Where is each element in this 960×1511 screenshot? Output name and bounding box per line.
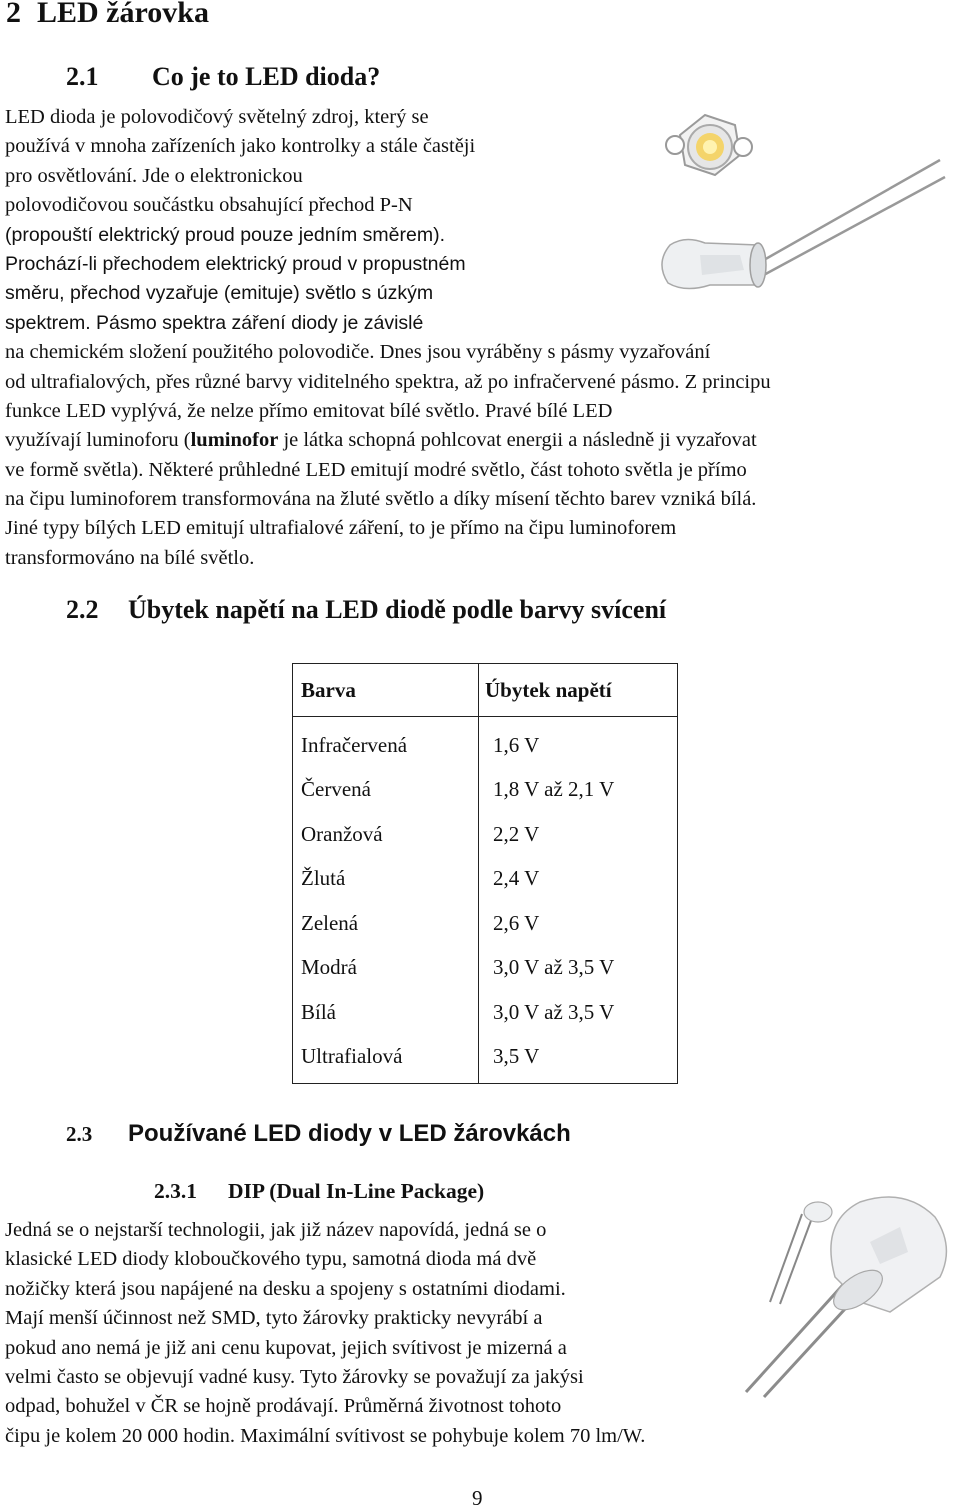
text-line: na čipu luminoforem transformována na žluté světlo a díky mísení těchto barev vzniká bílá.	[5, 488, 757, 511]
section-heading-2-2	[66, 595, 666, 625]
voltage-drop-table	[292, 663, 678, 1084]
table-row	[293, 946, 678, 991]
text-fragment: využívají luminoforu (	[5, 429, 191, 452]
section-number: 2.2	[66, 595, 99, 624]
table-cell: Žlutá	[293, 857, 479, 902]
section-number: 2.3	[66, 1122, 93, 1146]
table-row	[293, 768, 678, 813]
table-cell: Ultrafialová	[293, 1035, 479, 1084]
table-cell: Infračervená	[293, 717, 479, 768]
page-number: 9	[472, 1486, 483, 1510]
text-line: funkce LED vyplývá, že nelze přímo emitovat bílé světlo. Pravé bílé LED	[5, 399, 613, 422]
table-cell: 2,6 V	[479, 901, 678, 946]
table-cell: Červená	[293, 768, 479, 813]
text-line: odpad, bohužel v ČR se hojně prodávají. Průměrná životnost tohoto	[5, 1395, 562, 1418]
subsection-heading-2-3-1	[154, 1179, 484, 1204]
intro-paragraph	[5, 103, 771, 573]
dip-led-picture	[746, 1197, 946, 1397]
table-row	[293, 857, 678, 902]
table-header-cell: Úbytek napětí	[479, 664, 678, 717]
text-line: velmi často se objevují vadné kusy. Tyto žárovky se považují za jakýsi	[5, 1365, 584, 1388]
text-line: Mají menší účinnost než SMD, tyto žárovky prakticky nevyrábí a	[5, 1307, 543, 1330]
subsection-title: DIP (Dual In-Line Package)	[228, 1179, 485, 1203]
chapter-heading	[6, 0, 209, 30]
text-line: Jiné typy bílých LED emitují ultrafialové záření, to je přímo na čipu luminoforem	[5, 517, 677, 540]
text-line: pokud ano nemá je již ani cenu kupovat, jejich svítivost je mizerná a	[5, 1336, 567, 1359]
dip-led-image	[740, 1182, 960, 1402]
table-header-row	[293, 664, 678, 717]
table-cell: 3,5 V	[479, 1035, 678, 1084]
table-header-cell: Barva	[293, 664, 479, 717]
table-cell: Zelená	[293, 901, 479, 946]
section-number: 2.1	[66, 62, 99, 91]
chapter-number: 2	[6, 0, 21, 29]
text-line: na chemickém složení použitého polovodiče. Dnes jsou vyráběny s pásmy vyzařování	[5, 341, 711, 364]
table-cell: Bílá	[293, 990, 479, 1035]
text-line: transformováno na bílé světlo.	[5, 546, 255, 569]
text-line	[5, 426, 771, 455]
table-cell: Modrá	[293, 946, 479, 991]
section-title: Úbytek napětí na LED diodě podle barvy svícení	[128, 595, 667, 624]
section-title: Co je to LED dioda?	[152, 62, 381, 91]
text-line: Jedná se o nejstarší technologii, jak již název napovídá, jedná se o	[5, 1219, 547, 1241]
table-cell: 1,8 V až 2,1 V	[479, 768, 678, 813]
chapter-title: LED žárovka	[37, 0, 209, 29]
table-cell: 2,4 V	[479, 857, 678, 902]
table-row	[293, 1035, 678, 1084]
dip-paragraph	[5, 1216, 645, 1451]
text-line: (propouští elektrický proud pouze jedním směrem).	[5, 223, 446, 246]
table-cell: 2,2 V	[479, 812, 678, 857]
table-cell: 3,0 V až 3,5 V	[479, 990, 678, 1035]
text-line: polovodičovou součástku obsahující přechod P-N	[5, 194, 413, 217]
text-line: klasické LED diody kloboučkového typu, samotná dioda má dvě	[5, 1248, 537, 1271]
text-line: spektrem. Pásmo spektra záření diody je závislé	[5, 311, 424, 334]
section-title: Používané LED diody v LED žárovkách	[128, 1120, 571, 1147]
subsection-number: 2.3.1	[154, 1179, 197, 1203]
table-cell: 3,0 V až 3,5 V	[479, 946, 678, 991]
text-line: LED dioda je polovodičový světelný zdroj, který se	[5, 106, 429, 128]
section-heading-2-1	[66, 62, 380, 92]
text-line: od ultrafialových, přes různé barvy viditelného spektra, až po infračervené pásmo. Z principu	[5, 370, 771, 393]
text-line: používá v mnoha zařízeních jako kontrolky a stále častěji	[5, 135, 476, 158]
text-line: Prochází-li přechodem elektrický proud v propustném	[5, 252, 466, 275]
text-fragment: je látka schopná pohlcovat energii a následně ji vyzařovat	[278, 429, 757, 452]
table-cell: Oranžová	[293, 812, 479, 857]
text-line: ve formě světla). Některé průhledné LED emitují modré světlo, část tohoto světla je přímo	[5, 458, 747, 481]
table-row	[293, 990, 678, 1035]
text-line: směru, přechod vyzařuje (emituje) světlo s úzkým	[5, 282, 434, 305]
text-line: čipu je kolem 20 000 hodin. Maximální svítivost se pohybuje kolem 70 lm/W.	[5, 1424, 646, 1447]
table-cell: 1,6 V	[479, 717, 678, 768]
section-heading-2-3	[66, 1120, 571, 1148]
table-row	[293, 717, 678, 768]
bold-term: luminofor	[190, 429, 279, 452]
table-row	[293, 901, 678, 946]
text-line: nožičky která jsou napájené na desku a spojeny s ostatními diodami.	[5, 1277, 566, 1300]
table-row	[293, 812, 678, 857]
text-line: pro osvětlování. Jde o elektronickou	[5, 164, 303, 187]
